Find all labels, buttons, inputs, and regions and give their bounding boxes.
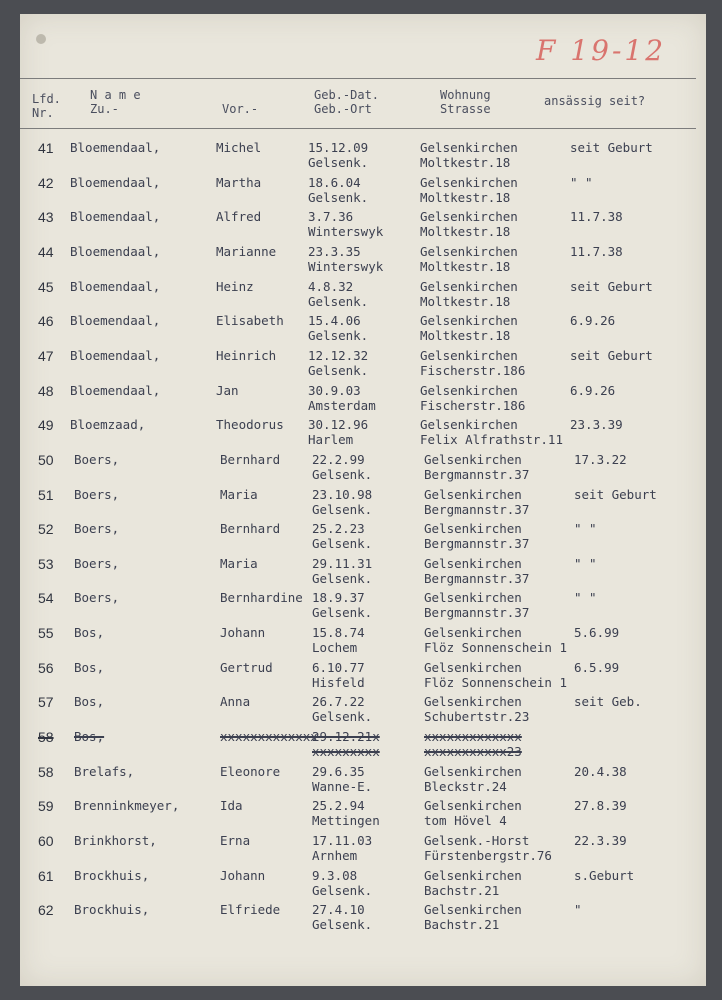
- table-row: [0, 313, 722, 343]
- cell-zu: Bloemendaal,: [70, 278, 161, 294]
- cell-vor: Heinz: [216, 278, 254, 294]
- cell-vor: Alfred: [216, 209, 262, 225]
- table-row: [0, 209, 722, 239]
- cell-seit: ": [574, 902, 582, 918]
- table-row: [0, 556, 722, 586]
- cell-stadt: xxxxxxxxxxxxx: [424, 729, 522, 745]
- cell-dat: 27.4.10: [312, 902, 365, 918]
- cell-dat: 15.12.09: [308, 140, 369, 155]
- header-rule-bottom: [20, 128, 696, 129]
- table-row: [0, 625, 722, 655]
- cell-ort: Harlem: [308, 432, 354, 448]
- cell-seit: s.Geburt: [574, 867, 635, 883]
- cell-strasse: Fischerstr.186: [420, 397, 526, 413]
- cell-ort: Gelsenk.: [308, 328, 369, 344]
- handwritten-annotation: F 19-12: [536, 34, 667, 67]
- cell-zu: Bloemzaad,: [70, 417, 146, 433]
- cell-seit: 6.9.26: [570, 313, 616, 329]
- cell-dat: 23.3.35: [308, 243, 361, 259]
- table-row: [0, 694, 722, 724]
- table-row: [0, 521, 722, 551]
- cell-dat: 18.9.37: [312, 590, 365, 606]
- cell-dat: 30.12.96: [308, 417, 369, 433]
- cell-zu: Bos,: [74, 659, 105, 675]
- cell-dat: 26.7.22: [312, 694, 365, 710]
- table-row: [0, 833, 722, 863]
- cell-zu: Bloemendaal,: [70, 243, 161, 259]
- cell-ort: Gelsenk.: [312, 466, 373, 482]
- cell-nr: 46: [38, 313, 54, 330]
- cell-nr: 43: [38, 209, 54, 226]
- cell-strasse: Schubertstr.23: [424, 709, 530, 725]
- cell-zu: Boers,: [74, 590, 120, 606]
- cell-seit: 6.5.99: [574, 659, 620, 675]
- cell-vor: Johann: [220, 625, 266, 641]
- cell-nr: 47: [38, 347, 54, 364]
- cell-ort: Winterswyk: [308, 258, 384, 274]
- cell-strasse: Bergmannstr.37: [424, 501, 530, 517]
- cell-ort: Gelsenk.: [312, 605, 373, 621]
- cell-ort: Gelsenk.: [312, 536, 373, 552]
- cell-zu: Boers,: [74, 486, 120, 502]
- cell-vor: xxxxxxxxxxxxx: [220, 729, 318, 745]
- cell-nr: 55: [38, 625, 54, 642]
- cell-ort: Gelsenk.: [312, 917, 373, 933]
- cell-seit: 11.7.38: [570, 243, 623, 259]
- cell-dat: 4.8.32: [308, 278, 354, 294]
- cell-ort: Arnhem: [312, 848, 358, 863]
- cell-nr: 50: [38, 451, 54, 468]
- cell-dat: 25.2.23: [312, 521, 365, 537]
- cell-zu: Brockhuis,: [74, 867, 150, 883]
- header-wohnung: Wohnung Strasse: [440, 88, 491, 116]
- cell-dat: 3.7.36: [308, 209, 354, 225]
- cell-seit: seit Geburt: [570, 278, 653, 294]
- cell-strasse: Moltkestr.18: [420, 224, 511, 240]
- cell-stadt: Gelsenkirchen: [424, 590, 522, 606]
- cell-dat: 29.6.35: [312, 763, 365, 779]
- cell-dat: 22.2.99: [312, 451, 365, 467]
- cell-nr: 41: [38, 140, 54, 156]
- cell-nr: 53: [38, 555, 54, 572]
- cell-dat: 29.12.21x: [312, 729, 380, 745]
- cell-stadt: Gelsenkirchen: [420, 278, 518, 294]
- header-lfd-nr: Lfd. Nr.: [32, 92, 61, 120]
- cell-stadt: Gelsenkirchen: [420, 209, 518, 225]
- cell-nr: 58: [38, 729, 54, 746]
- cell-dat: 23.10.98: [312, 486, 373, 502]
- cell-zu: Bloemendaal,: [70, 209, 161, 225]
- cell-strasse: Moltkestr.18: [420, 328, 511, 344]
- cell-dat: 30.9.03: [308, 382, 361, 398]
- table-row: [0, 798, 722, 828]
- cell-vor: Maria: [220, 555, 258, 571]
- cell-seit: 17.3.22: [574, 451, 627, 467]
- cell-vor: Johann: [220, 867, 266, 883]
- cell-stadt: Gelsenkirchen: [420, 313, 518, 329]
- cell-dat: 17.11.03: [312, 833, 373, 848]
- header-rule-top: [20, 78, 696, 79]
- cell-zu: Bloemendaal,: [70, 140, 161, 155]
- punch-hole: [36, 34, 46, 44]
- cell-zu: Bos,: [74, 625, 105, 641]
- cell-strasse: Bergmannstr.37: [424, 536, 530, 552]
- cell-stadt: Gelsenkirchen: [420, 382, 518, 398]
- cell-vor: Elisabeth: [216, 313, 284, 329]
- cell-dat: 15.4.06: [308, 313, 361, 329]
- cell-seit: 27.8.39: [574, 798, 627, 814]
- cell-zu: Brenninkmeyer,: [74, 798, 180, 814]
- header-vorname: Vor.-: [222, 102, 259, 116]
- cell-seit: seit Geburt: [574, 486, 657, 502]
- table-row: [0, 383, 722, 413]
- cell-nr: 48: [38, 382, 54, 399]
- cell-ort: Gelsenk.: [312, 570, 373, 586]
- cell-strasse: tom Hövel 4: [424, 813, 507, 829]
- cell-seit: " ": [574, 521, 597, 537]
- cell-zu: Brockhuis,: [74, 902, 150, 918]
- cell-dat: 25.2.94: [312, 798, 365, 814]
- cell-ort: xxxxxxxxx: [312, 744, 380, 760]
- cell-strasse: Moltkestr.18: [420, 258, 511, 274]
- cell-ort: Amsterdam: [308, 397, 376, 413]
- cell-seit: 11.7.38: [570, 209, 623, 225]
- cell-strasse: Bachstr.21: [424, 917, 500, 933]
- cell-ort: Gelsenk.: [312, 709, 373, 725]
- cell-zu: Boers,: [74, 451, 120, 467]
- cell-vor: Gertrud: [220, 659, 273, 675]
- cell-strasse: Moltkestr.18: [420, 293, 511, 309]
- cell-dat: 18.6.04: [308, 174, 361, 190]
- header-geburt: Geb.-Dat. Geb.-Ort: [314, 88, 380, 116]
- cell-stadt: Gelsenk.-Horst: [424, 833, 530, 848]
- cell-seit: 6.9.26: [570, 382, 616, 398]
- cell-vor: Ida: [220, 798, 243, 814]
- cell-vor: Bernhard: [220, 451, 281, 467]
- cell-strasse: Moltkestr.18: [420, 155, 511, 170]
- cell-seit: 5.6.99: [574, 625, 620, 641]
- table-row: [0, 175, 722, 205]
- cell-stadt: Gelsenkirchen: [424, 867, 522, 883]
- cell-dat: 29.11.31: [312, 555, 373, 571]
- cell-nr: 42: [38, 174, 54, 191]
- table-row: [0, 140, 722, 170]
- cell-seit: " ": [574, 590, 597, 606]
- cell-zu: Bos,: [74, 729, 105, 745]
- cell-nr: 58: [38, 763, 54, 780]
- cell-stadt: Gelsenkirchen: [424, 798, 522, 814]
- cell-ort: Gelsenk.: [308, 293, 369, 309]
- header-ansaessig: ansässig seit?: [544, 94, 646, 108]
- cell-zu: Bloemendaal,: [70, 174, 161, 190]
- cell-zu: Bloemendaal,: [70, 313, 161, 329]
- cell-nr: 57: [38, 694, 54, 711]
- cell-nr: 62: [38, 902, 54, 919]
- table-row: [0, 487, 722, 517]
- cell-strasse: Bergmannstr.37: [424, 570, 530, 586]
- cell-seit: " ": [570, 174, 593, 190]
- cell-nr: 44: [38, 243, 54, 260]
- cell-vor: Maria: [220, 486, 258, 502]
- cell-ort: Gelsenk.: [312, 501, 373, 517]
- table-row: [0, 279, 722, 309]
- cell-vor: Martha: [216, 174, 262, 190]
- header-name-zu: N a m e Zu.-: [90, 88, 141, 116]
- cell-strasse: Fürstenbergstr.76: [424, 848, 552, 863]
- cell-stadt: Gelsenkirchen: [424, 451, 522, 467]
- cell-stadt: Gelsenkirchen: [420, 174, 518, 190]
- cell-vor: Theodorus: [216, 417, 284, 433]
- cell-dat: 6.10.77: [312, 659, 365, 675]
- cell-vor: Michel: [216, 140, 262, 155]
- cell-strasse: Moltkestr.18: [420, 189, 511, 205]
- table-row: [0, 590, 722, 620]
- cell-vor: Jan: [216, 382, 239, 398]
- cell-vor: Anna: [220, 694, 251, 710]
- cell-seit: 20.4.38: [574, 763, 627, 779]
- cell-nr: 49: [38, 417, 54, 434]
- cell-stadt: Gelsenkirchen: [424, 694, 522, 710]
- table-row: [0, 417, 722, 447]
- cell-nr: 59: [38, 798, 54, 815]
- cell-vor: Eleonore: [220, 763, 281, 779]
- cell-nr: 52: [38, 521, 54, 538]
- cell-seit: " ": [574, 555, 597, 571]
- cell-strasse: Flöz Sonnenschein 1: [424, 674, 567, 690]
- cell-stadt: Gelsenkirchen: [424, 902, 522, 918]
- cell-ort: Gelsenk.: [308, 362, 369, 378]
- cell-zu: Bloemendaal,: [70, 347, 161, 363]
- cell-seit: 22.3.39: [574, 833, 627, 848]
- table-row-struck: [0, 729, 722, 759]
- cell-nr: 51: [38, 486, 54, 503]
- cell-zu: Bloemendaal,: [70, 382, 161, 398]
- cell-strasse: Bleckstr.24: [424, 778, 507, 794]
- cell-stadt: Gelsenkirchen: [420, 243, 518, 259]
- table-row: [0, 244, 722, 274]
- cell-zu: Brelafs,: [74, 763, 135, 779]
- cell-ort: Gelsenk.: [308, 155, 369, 170]
- cell-strasse: Felix Alfrathstr.11: [420, 432, 563, 448]
- table-row: [0, 764, 722, 794]
- cell-ort: Wanne-E.: [312, 778, 373, 794]
- cell-nr: 61: [38, 867, 54, 884]
- cell-ort: Gelsenk.: [312, 882, 373, 898]
- cell-ort: Hisfeld: [312, 674, 365, 690]
- cell-vor: Elfriede: [220, 902, 281, 918]
- cell-stadt: Gelsenkirchen: [424, 763, 522, 779]
- cell-strasse: xxxxxxxxxxx23: [424, 744, 522, 760]
- cell-ort: Winterswyk: [308, 224, 384, 240]
- cell-stadt: Gelsenkirchen: [424, 486, 522, 502]
- cell-seit: seit Geb.: [574, 694, 642, 710]
- cell-nr: 54: [38, 590, 54, 607]
- cell-nr: 56: [38, 659, 54, 676]
- cell-stadt: Gelsenkirchen: [420, 417, 518, 433]
- cell-strasse: Fischerstr.186: [420, 362, 526, 378]
- cell-stadt: Gelsenkirchen: [424, 555, 522, 571]
- cell-zu: Boers,: [74, 521, 120, 537]
- table-row: [0, 868, 722, 898]
- cell-ort: Lochem: [312, 640, 358, 656]
- cell-strasse: Flöz Sonnenschein 1: [424, 640, 567, 656]
- cell-strasse: Bergmannstr.37: [424, 466, 530, 482]
- cell-zu: Boers,: [74, 555, 120, 571]
- cell-vor: Bernhard: [220, 521, 281, 537]
- cell-stadt: Gelsenkirchen: [424, 659, 522, 675]
- cell-vor: Erna: [220, 833, 251, 848]
- cell-dat: 9.3.08: [312, 867, 358, 883]
- table-row: [0, 902, 722, 932]
- cell-ort: Gelsenk.: [308, 189, 369, 205]
- cell-zu: Bos,: [74, 694, 105, 710]
- table-row: [0, 452, 722, 482]
- cell-stadt: Gelsenkirchen: [420, 140, 518, 155]
- cell-vor: Heinrich: [216, 347, 277, 363]
- table-row: [0, 348, 722, 378]
- cell-ort: Mettingen: [312, 813, 380, 829]
- cell-vor: Bernhardine: [220, 590, 303, 606]
- cell-vor: Marianne: [216, 243, 277, 259]
- cell-strasse: Bachstr.21: [424, 882, 500, 898]
- cell-dat: 15.8.74: [312, 625, 365, 641]
- cell-nr: 45: [38, 278, 54, 295]
- cell-zu: Brinkhorst,: [74, 833, 157, 848]
- cell-seit: seit Geburt: [570, 347, 653, 363]
- table-row: [0, 660, 722, 690]
- cell-nr: 60: [38, 833, 54, 849]
- cell-stadt: Gelsenkirchen: [424, 625, 522, 641]
- cell-dat: 12.12.32: [308, 347, 369, 363]
- cell-stadt: Gelsenkirchen: [420, 347, 518, 363]
- cell-strasse: Bergmannstr.37: [424, 605, 530, 621]
- cell-seit: seit Geburt: [570, 140, 653, 155]
- cell-stadt: Gelsenkirchen: [424, 521, 522, 537]
- cell-seit: 23.3.39: [570, 417, 623, 433]
